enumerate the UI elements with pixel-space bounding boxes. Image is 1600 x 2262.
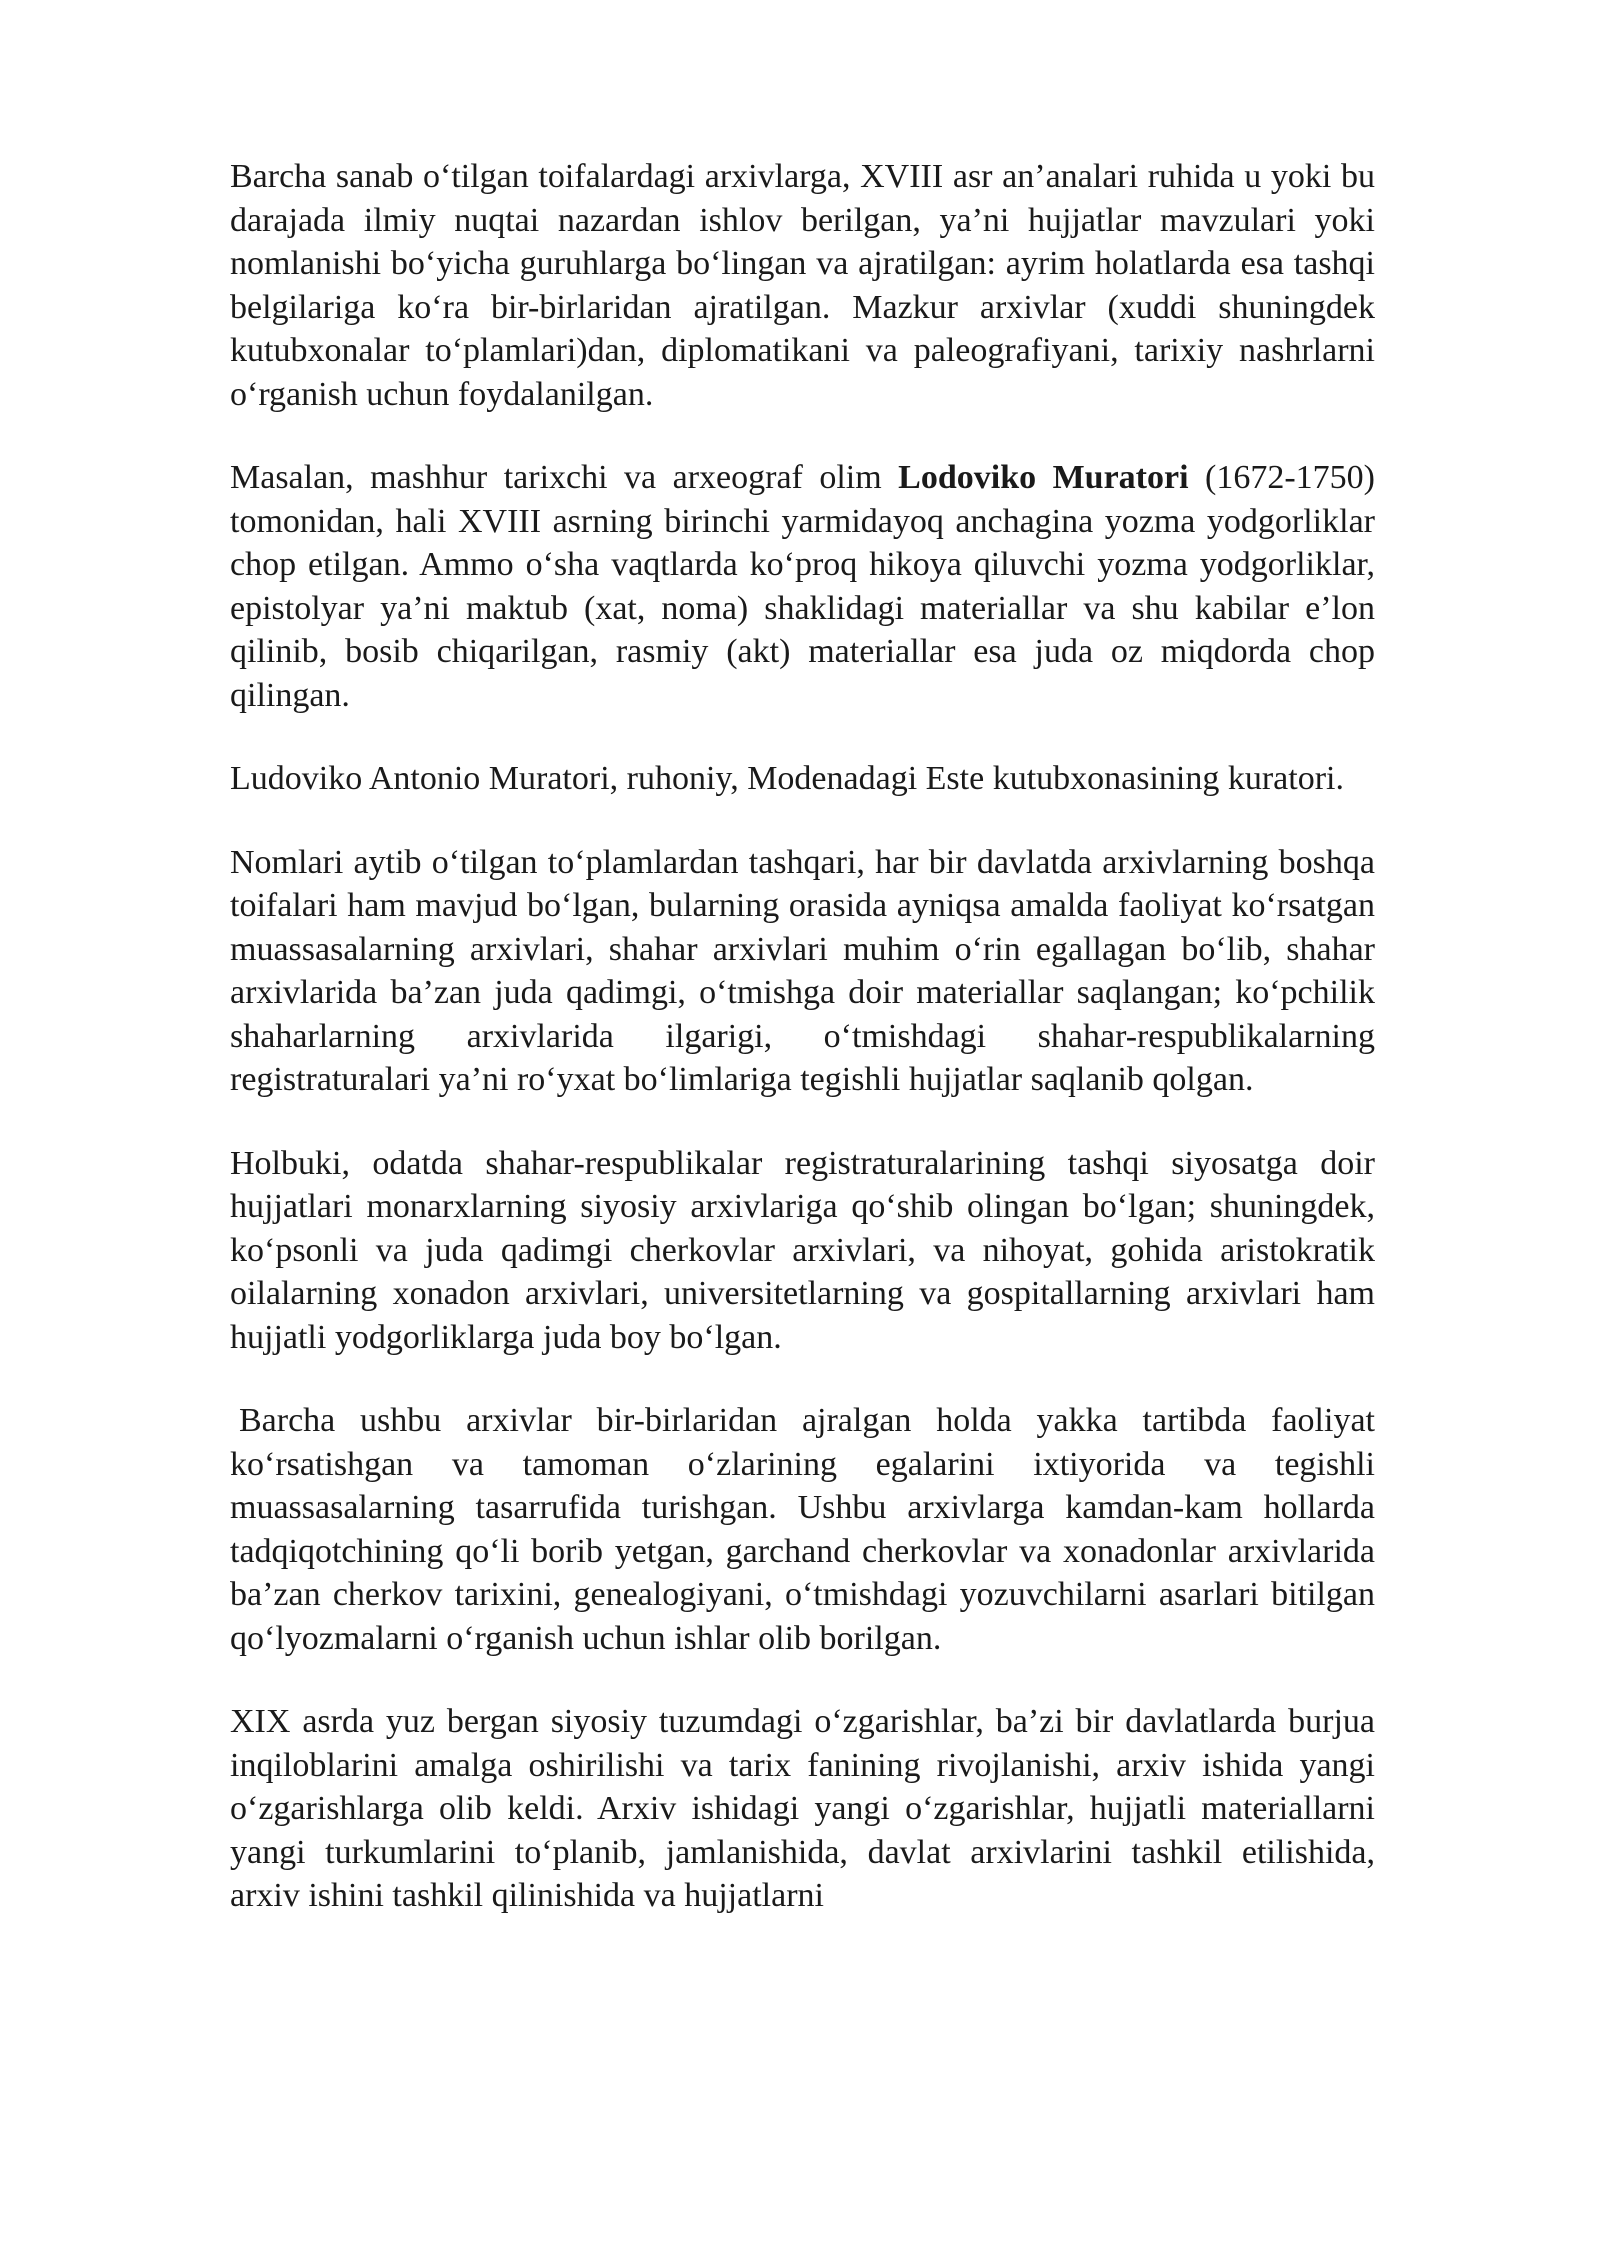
text-column xyxy=(230,155,1375,1958)
paragraph-2-body: (1672-1750) tomonidan, hali XVIII asrning birinchi yarmidayoq anchagina yozma yodgorliklar chop etilgan. Ammo o‘sha vaqtlarda ko‘proq hikoya qiluvchi yozma yodgorliklar, epistolyar ya’ni maktub (xat, noma) shaklidagi materiallar va shu kabilar e’lon qilinib, bosib chiqarilgan, rasmiy (akt) materiallar esa juda oz miqdorda chop qilingan. xyxy=(230,459,1375,714)
muratori-name: Lodoviko Muratori xyxy=(898,459,1189,496)
paragraph-2-intro: Masalan, mashhur tarixchi va arxeograf olim xyxy=(230,459,899,496)
paragraph-5: Holbuki, odatda shahar-respublikalar registraturalarining tashqi siyosatga doir hujjatlari monarxlarning siyosiy arxivlariga qo‘shib olingan bo‘lgan; shuningdek, ko‘psonli va juda qadimgi cherkovlar arxivlari, va nihoyat, gohida aristokratik oilalarning xonadon arxivlari, universitetlarning va gospitallarning arxivlari ham hujjatli yodgorliklarga juda boy bo‘lgan. xyxy=(230,1144,1375,1356)
paragraph-1: Barcha sanab o‘tilgan toifalardagi arxivlarga, XVIII asr an’analari ruhida u yoki bu darajada ilmiy nuqtai nazardan ishlov berilgan, ya’ni hujjatlar mavzulari yoki nomlanishi bo‘yicha guruhlarga bo‘lingan va ajratilgan: ayrim holatlarda esa tashqi belgilariga ko‘ra bir-birlaridan ajratilgan. Mazkur arxivlar (xuddi shuningdek kutubxonalar to‘plamlari)dan, diplomatikani va paleografiyani, tarixiy nashrlarni o‘rganish uchun foydalanilgan. xyxy=(230,158,1375,413)
paragraph-7: XIX asrda yuz bergan siyosiy tuzumdagi o‘zgarishlar, ba’zi bir davlatlarda burjua inqiloblarini amalga oshirilishi va tarix fanining rivojlanishi, arxiv ishida yangi o‘zgarishlarga olib keldi. Arxiv ishidagi yangi o‘zgarishlar, hujjatli materiallarni yangi turkumlarini to‘planib, jamlanishida, davlat arxivlarini tashkil etilishida, arxiv ishini tashkil qilinishida va hujjatlarni xyxy=(230,1703,1375,1914)
paragraph-4: Nomlari aytib o‘tilgan to‘plamlardan tashqari, har bir davlatda arxivlarning boshqa toifalari ham mavjud bo‘lgan, bularning orasida ayniqsa amalda faoliyat ko‘rsatgan muassasalarning arxivlari, shahar arxivlari muhim o‘rin egallagan bo‘lib, shahar arxivlarida ba’zan juda qadimgi, o‘tmishga doir materiallar saqlangan; ko‘pchilik shaharlarning arxivlarida ilgarigi, o‘tmishdagi shahar-respublikalarning registraturalari ya’ni ro‘yxat bo‘limlariga tegishli hujjatlar saqlanib qolgan. xyxy=(230,843,1375,1098)
paragraph-3: Ludoviko Antonio Muratori, ruhoniy, Modenadagi Este kutubxonasining kuratori. xyxy=(230,760,1344,797)
paragraph-2 xyxy=(230,456,1375,717)
paragraph-6: Barcha ushbu arxivlar bir-birlaridan ajralgan holda yakka tartibda faoliyat ko‘rsatishgan va tamoman o‘zlarining egalarini ixtiyorida va tegishli muassasalarning tasarrufida turishgan. Ushbu arxivlarga kamdan-kam hollarda tadqiqotchining qo‘li borib yetgan, garchand cherkovlar va xonadonlar arxivlarida ba’zan cherkov tarixini, genealogiyani, o‘tmishdagi yozuvchilarni asarlari bitilgan qo‘lyozmalarni o‘rganish uchun ishlar olib borilgan. xyxy=(230,1402,1375,1657)
